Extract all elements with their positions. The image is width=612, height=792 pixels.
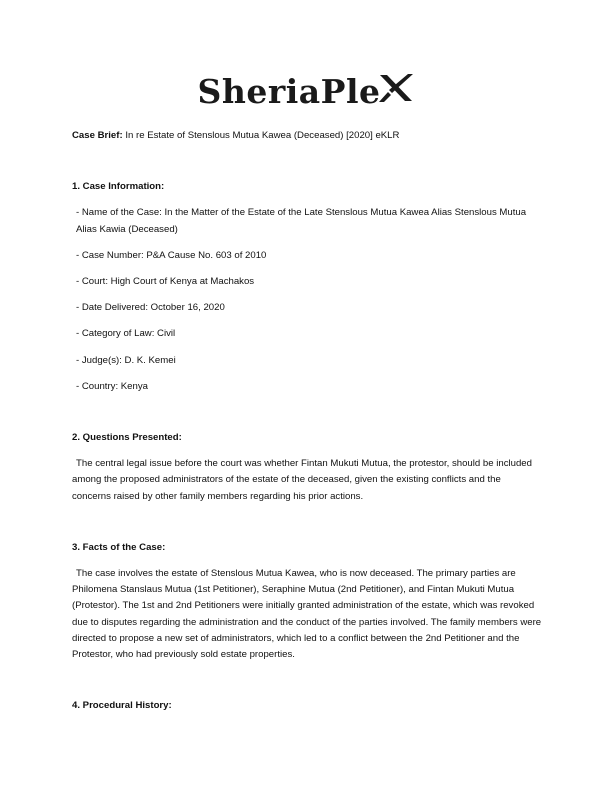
facts-paragraph: The case involves the estate of Stenslous Mutua Kawea, who is now deceased. The primary parties are Philomena Stanslaus Mutua (1st Petitioner), Seraphine Mutua (2nd Petitioner), and Fintan Mukuti Mutua (Protestor). The 1st and 2nd Petitioners were initially granted administration of the estate, which was revoked due to disputes regarding the administration and the conduct of the parties involved. The family members were directed to propose a new set of administrators, which led to a conflict between the 2nd Petitioner and the Protestor, who had previously sold estate properties. bbox=[72, 568, 542, 661]
case-info-item: - Court: High Court of Kenya at Machakos bbox=[76, 276, 255, 288]
case-info-item: - Category of Law: Civil bbox=[76, 328, 176, 340]
section-heading-questions-presented: 2. Questions Presented: bbox=[72, 432, 182, 444]
case-info-item: - Case Number: P&A Cause No. 603 of 2010 bbox=[76, 249, 267, 261]
section-heading-case-information: 1. Case Information: bbox=[72, 181, 165, 193]
questions-presented-paragraph: The central legal issue before the court was whether Fintan Mukuti Mutua, the protestor, should be included among the proposed administrators of the estate of the deceased, given the existing conflicts and the concerns raised by other family members regarding his prior actions. bbox=[72, 458, 532, 502]
case-brief-label: Case Brief: bbox=[72, 130, 123, 141]
section-heading-procedural-history: 4. Procedural History: bbox=[72, 700, 172, 712]
case-brief-title: In re Estate of Stenslous Mutua Kawea (Deceased) [2020] eKLR bbox=[125, 130, 400, 141]
x-mark-icon bbox=[378, 73, 414, 108]
logo-wordmark: SheriaPle bbox=[197, 72, 381, 111]
document-body bbox=[72, 128, 542, 714]
case-brief-line bbox=[72, 128, 542, 144]
sheriaplex-logo bbox=[0, 72, 612, 111]
case-info-item: - Country: Kenya bbox=[76, 380, 148, 392]
case-info-item: - Date Delivered: October 16, 2020 bbox=[76, 302, 225, 314]
case-info-item: - Name of the Case: In the Matter of the Estate of the Late Stenslous Mutua Kawea Alias Stenslous Mutua Alias Kawia (Deceased) bbox=[76, 207, 527, 235]
case-info-item: - Judge(s): D. K. Kemei bbox=[76, 354, 176, 366]
section-heading-facts: 3. Facts of the Case: bbox=[72, 541, 166, 553]
